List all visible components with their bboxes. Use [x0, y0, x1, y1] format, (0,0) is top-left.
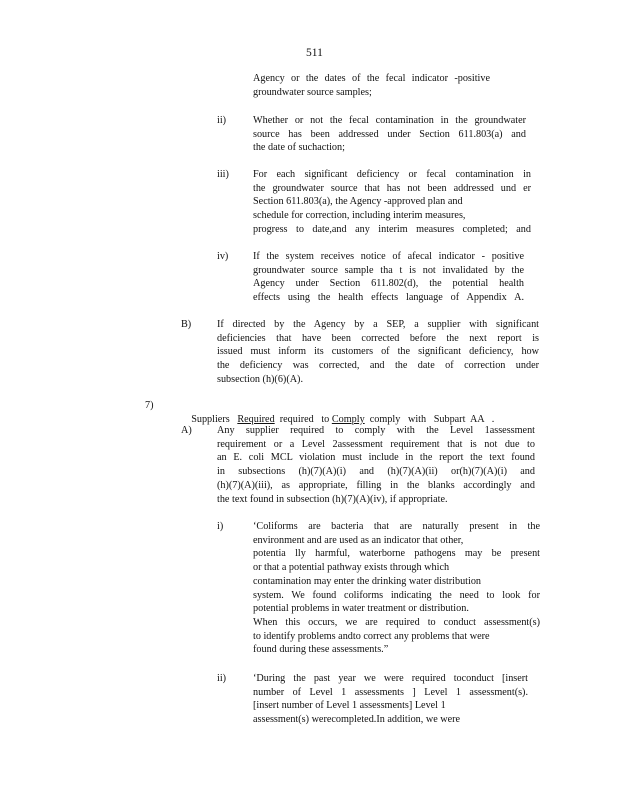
text-line: number of Level 1 assessments ] Level 1 assessment(s). [253, 686, 528, 698]
item-paragraph [253, 672, 528, 727]
page-number: 511 [306, 47, 323, 59]
text-line: potentia lly harmful, waterborne pathogens may be present [253, 548, 540, 560]
text-line: deficiencies that have been corrected before the next report is [217, 332, 539, 344]
item-paragraph [253, 250, 524, 305]
text-line: the date of suchaction; [253, 142, 345, 154]
continued-paragraph [253, 72, 490, 99]
heading-text: Suppliers [191, 413, 238, 425]
item-label: ii) [217, 115, 227, 126]
text-line: Agency or the dates of the fecal indicator -positive [253, 73, 490, 84]
text-line: For each significant deficiency or fecal contamination in [253, 169, 531, 180]
text-line: requirement or a Level 2assessment requirement that is not due to [217, 438, 535, 450]
item-paragraph [253, 520, 540, 657]
text-line: the groundwater source that has not been addressed und er [253, 182, 531, 194]
item-label: B) [181, 319, 192, 330]
text-line: in subsections (h)(7)(A)(i) and (h)(7)(A)(ii) or(h)(7)(A)(i) and [217, 466, 535, 478]
text-line: If the system receives notice of afecal indicator - positive [253, 251, 524, 262]
item-label: iv) [217, 251, 229, 262]
text-line: [insert number of Level 1 assessments] Level 1 [253, 700, 446, 712]
text-line: groundwater source samples; [253, 86, 372, 98]
item-paragraph [253, 168, 531, 237]
text-line: system. We found coliforms indicating the need to look for [253, 589, 540, 601]
item-label: ii) [217, 673, 227, 684]
text-line: assessment(s) werecompleted.In addition, we were [253, 714, 461, 726]
item-paragraph [253, 114, 526, 155]
text-line: ‘Coliforms are bacteria that are naturally present in the [253, 521, 540, 532]
text-line: effects using the health effects language of Appendix A. [253, 292, 524, 304]
item-label: 7) [145, 400, 154, 411]
underlined-text: Required [237, 413, 275, 425]
item-label: iii) [217, 169, 229, 180]
text-line: an E. coli MCL violation must include in the report the text found [217, 452, 535, 464]
text-line: contamination may enter the drinking water distribution [253, 575, 482, 587]
text-line: progress to date,and any interim measures completed; and [253, 223, 531, 235]
text-line: Whether or not the fecal contamination in the groundwater [253, 115, 526, 126]
text-line: issued must inform its customers of the significant deficiency, how [217, 346, 539, 358]
heading-text: required to [274, 413, 332, 425]
text-line: the text found in subsection (h)(7)(A)(iv), if appropriate. [217, 493, 448, 505]
text-line: source has been addressed under Section 611.803(a) and [253, 128, 526, 140]
text-line: (h)(7)(A)(iii), as appropriate, filling in the blanks accordingly and [217, 479, 535, 491]
text-line: If directed by the Agency by a SEP, a supplier with significant [217, 319, 539, 330]
text-line: potential problems in water treatment or distribution. [253, 603, 469, 615]
text-line: or that a potential pathway exists through which [253, 562, 450, 574]
heading-text: comply with Subpart AA . [364, 413, 495, 425]
text-line: subsection (h)(6)(A). [217, 373, 304, 385]
underlined-text: Comply [331, 413, 365, 425]
text-line: Section 611.803(a), the Agency -approved plan and [253, 196, 463, 208]
text-line: When this occurs, we are required to conduct assessment(s) [253, 616, 540, 628]
text-line: schedule for correction, including interim measures, [253, 210, 466, 222]
text-line: the deficiency was corrected, and the date of correction under [217, 360, 539, 372]
text-line: ‘During the past year we were required toconduct [insert [253, 673, 528, 684]
item-paragraph [217, 424, 535, 506]
text-line: found during these assessments.” [253, 644, 389, 656]
item-paragraph [217, 318, 539, 387]
text-line: environment and are used as an indicator that other, [253, 534, 464, 546]
item-label: A) [181, 425, 192, 436]
text-line: Any supplier required to comply with the Level 1assessment [217, 425, 535, 436]
text-line: to identify problems andto correct any problems that were [253, 630, 490, 642]
item-label: i) [217, 521, 224, 532]
text-line: Agency under Section 611.802(d), the potential health [253, 278, 524, 290]
text-line: groundwater source sample tha t is not invalidated by the [253, 264, 524, 276]
